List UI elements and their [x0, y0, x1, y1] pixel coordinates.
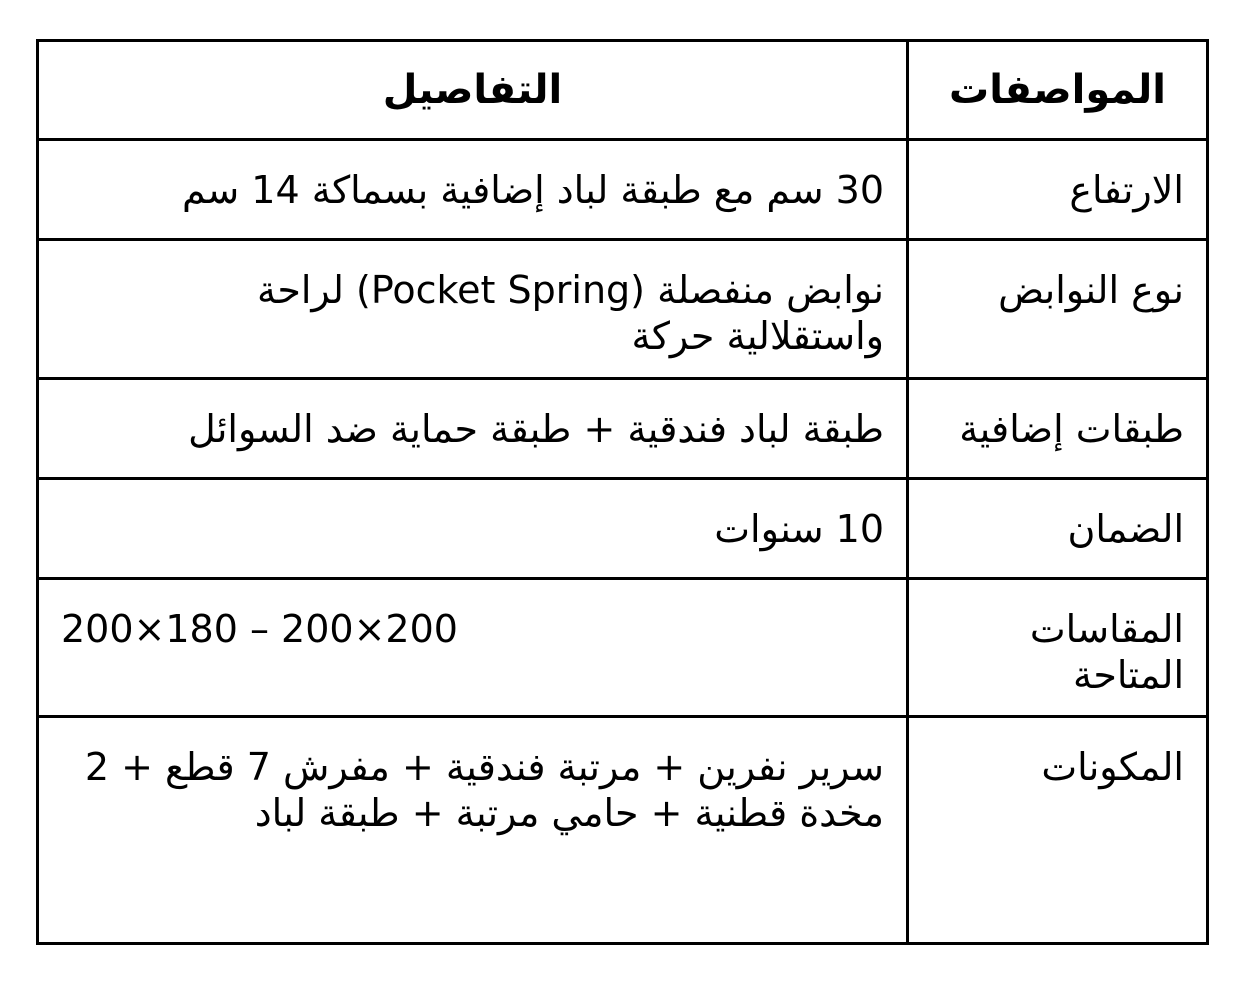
header-spec-cell	[908, 41, 1208, 140]
table-row	[38, 140, 1208, 240]
details-cell	[38, 717, 908, 944]
table-row	[38, 579, 1208, 717]
table-row	[38, 478, 1208, 578]
table-row	[38, 717, 1208, 944]
header-details-label: التفاصيل	[382, 67, 563, 114]
header-spec-label: المواصفات	[949, 67, 1166, 114]
details-cell	[38, 140, 908, 240]
details-cell	[38, 240, 908, 378]
spec-label: الضمان	[1067, 506, 1184, 551]
details-text: طبقة لباد فندقية + طبقة حماية ضد السوائل	[188, 406, 884, 451]
details-cell	[38, 579, 908, 717]
details-text: 30 سم مع طبقة لباد إضافية بسماكة 14 سم	[182, 168, 884, 213]
details-cell	[38, 378, 908, 478]
spec-cell	[908, 240, 1208, 378]
table-row	[38, 378, 1208, 478]
table-header-row	[38, 41, 1208, 140]
spec-cell	[908, 579, 1208, 717]
spec-cell	[908, 717, 1208, 944]
details-cell	[38, 478, 908, 578]
details-text: 10 سنوات	[714, 506, 884, 551]
table-row	[38, 240, 1208, 378]
specifications-table	[36, 39, 1209, 945]
spec-cell	[908, 478, 1208, 578]
spec-label: المكونات	[1041, 745, 1184, 790]
spec-cell	[908, 140, 1208, 240]
spec-label: نوع النوابض	[998, 268, 1184, 313]
spec-label: طبقات إضافية	[959, 406, 1184, 451]
spec-cell	[908, 378, 1208, 478]
spec-label: الارتفاع	[1069, 168, 1184, 213]
spec-label: المقاسات المتاحة	[1029, 607, 1184, 698]
details-text: نوابض منفصلة (Pocket Spring) لراحة واستقلالية حركة	[256, 268, 884, 359]
details-text: 200×180 – 200×200	[61, 607, 458, 652]
details-text: سرير نفرين + مرتبة فندقية + مفرش 7 قطع + 2 مخدة قطنية + حامي مرتبة + طبقة لباد	[84, 745, 884, 836]
header-details-cell	[38, 41, 908, 140]
